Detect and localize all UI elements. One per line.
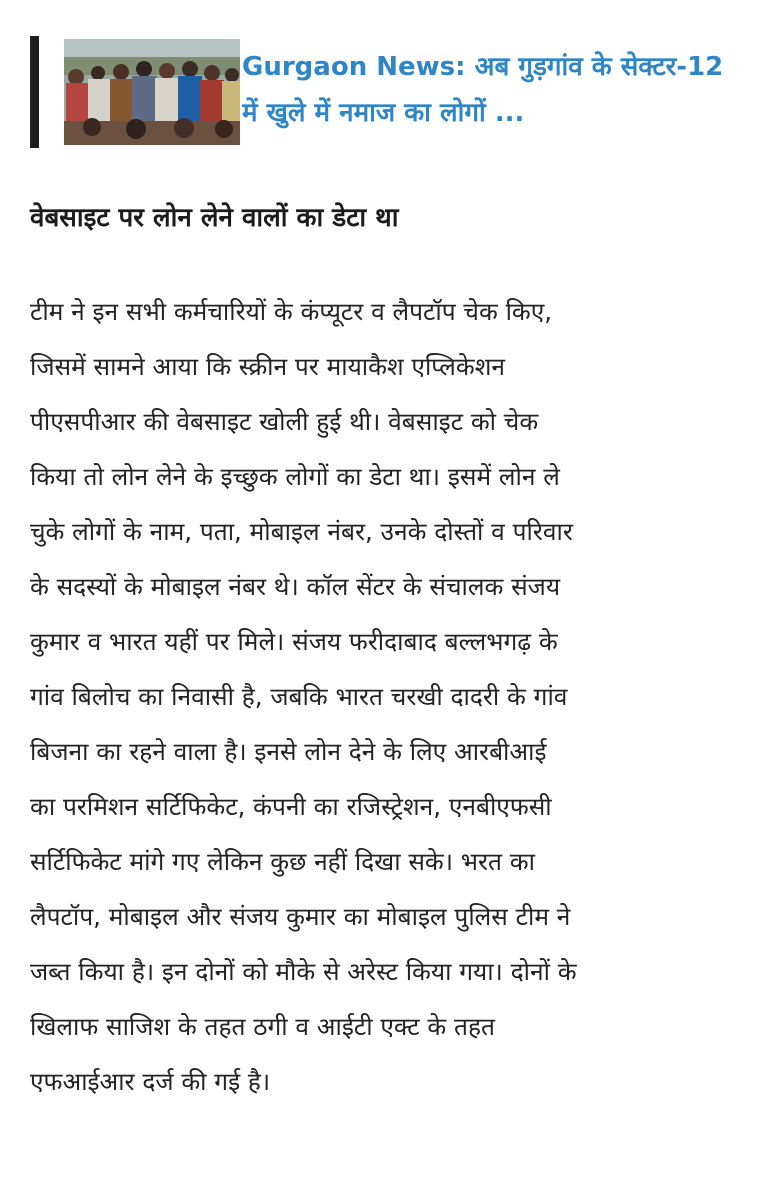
article-text-line: कुमार व भारत यहीं पर मिले। संजय फरीदाबाद बल्लभगढ़ के bbox=[30, 627, 558, 656]
article-text-line: गांव बिलोच का निवासी है, जबकि भारत चरखी दादरी के गांव bbox=[30, 682, 568, 711]
article-text-line: पीएसपीआर की वेबसाइट खोली हुई थी। वेबसाइट को चेक bbox=[30, 407, 539, 436]
article-text-line: लैपटॉप, मोबाइल और संजय कुमार का मोबाइल पुलिस टीम ने bbox=[30, 902, 571, 931]
article-text-line: जब्त किया है। इन दोनों को मौके से अरेस्ट किया गया। दोनों के bbox=[30, 957, 577, 986]
related-story-thumbnail[interactable] bbox=[64, 39, 240, 145]
article-text-line: चुके लोगों के नाम, पता, मोबाइल नंबर, उनके दोस्तों व परिवार bbox=[30, 517, 573, 546]
article-text-line: खिलाफ साजिश के तहत ठगी व आईटी एक्ट के तहत bbox=[30, 1012, 495, 1041]
article-body bbox=[30, 289, 746, 1114]
article-text-line: टीम ने इन सभी कर्मचारियों के कंप्यूटर व लैपटॉप चेक किए, bbox=[30, 297, 553, 326]
article-text-line: सर्टिफिकेट मांगे गए लेकिन कुछ नहीं दिखा सके। भरत का bbox=[30, 847, 535, 876]
article-text-line: का परमिशन सर्टिफिकेट, कंपनी का रजिस्ट्रेशन, एनबीएफसी bbox=[30, 792, 552, 821]
related-story-card[interactable] bbox=[30, 36, 750, 148]
related-story-accent-bar bbox=[30, 36, 39, 148]
article-text-line: बिजना का रहने वाला है। इनसे लोन देने के लिए आरबीआई bbox=[30, 737, 547, 766]
related-story-title-link[interactable]: Gurgaon News: अब गुड़गांव के सेक्टर-12 में खुले में नमाज का लोगों ... bbox=[242, 52, 724, 128]
article-text-line: एफआईआर दर्ज की गई है। bbox=[30, 1067, 271, 1096]
article-text-line: जिसमें सामने आया कि स्क्रीन पर मायाकैश एप्लिकेशन bbox=[30, 352, 505, 381]
article-text-line: किया तो लोन लेने के इच्छुक लोगों का डेटा था। इसमें लोन ले bbox=[30, 462, 560, 491]
section-heading: वेबसाइट पर लोन लेने वालों का डेटा था bbox=[30, 203, 399, 233]
article-text-line: के सदस्यों के मोबाइल नंबर थे। कॉल सेंटर के संचालक संजय bbox=[30, 572, 561, 601]
crowd-photo-icon bbox=[64, 39, 240, 145]
